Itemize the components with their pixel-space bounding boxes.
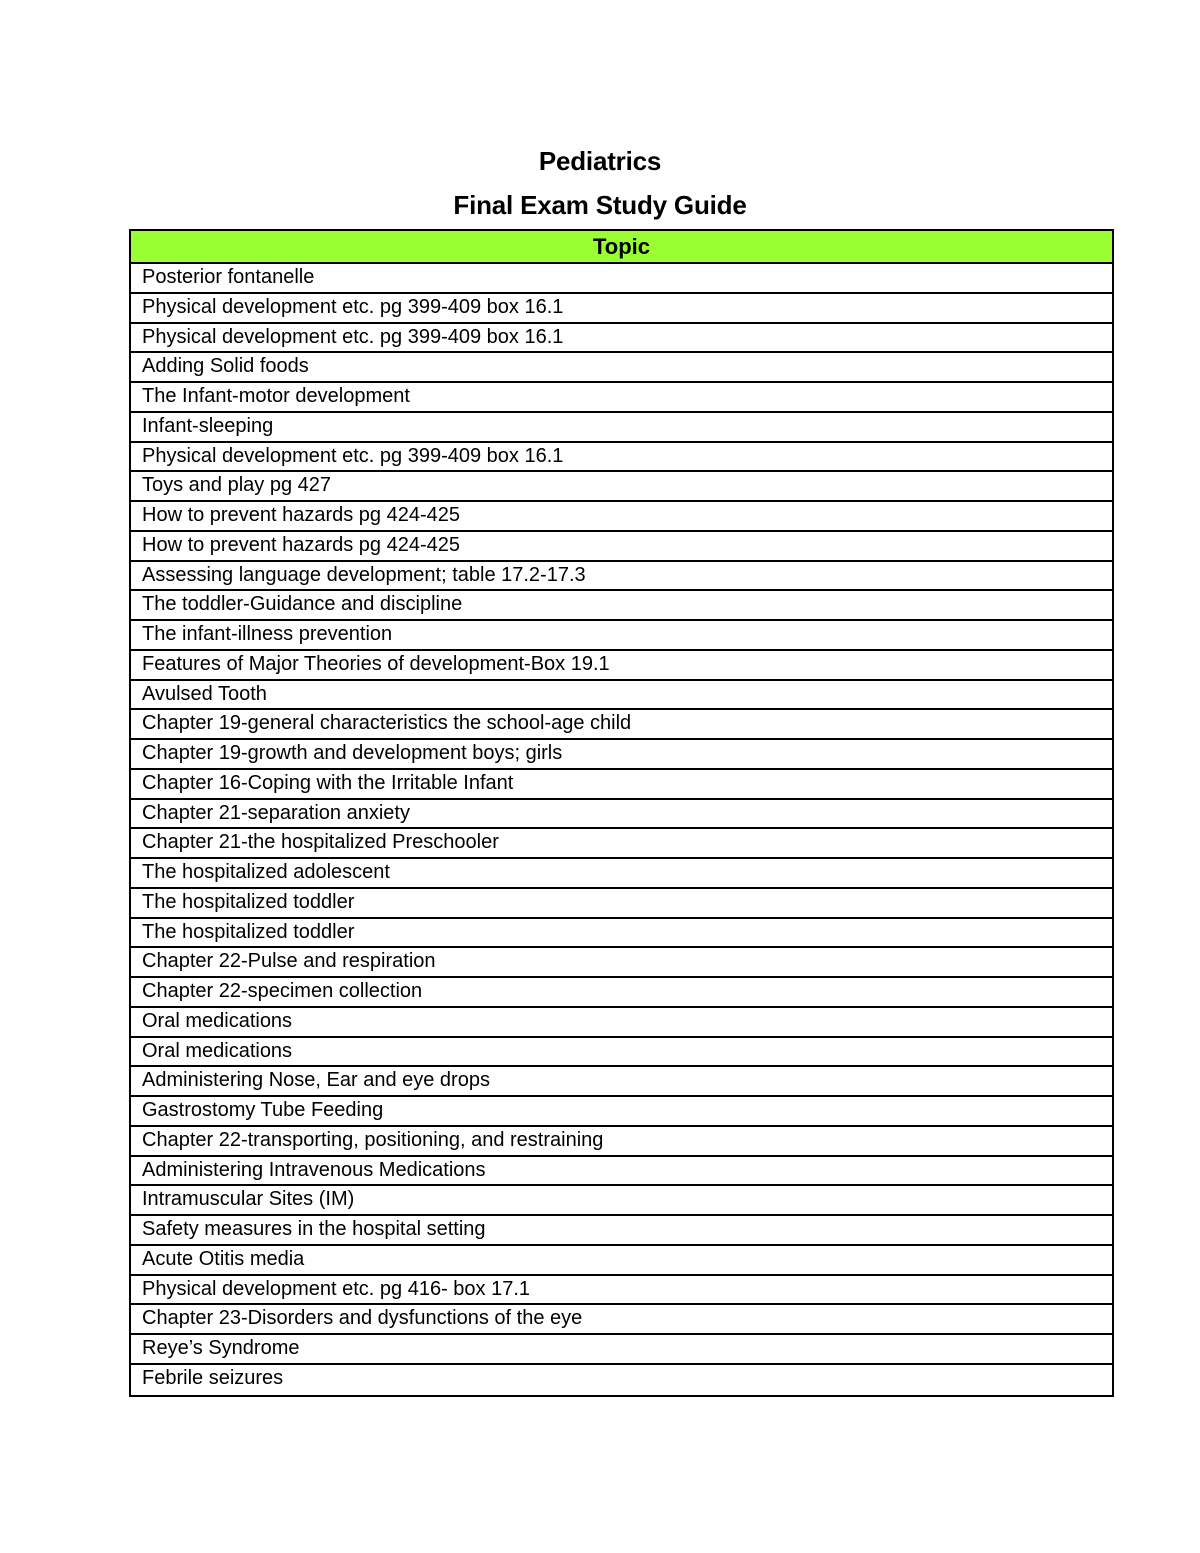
table-row: The toddler-Guidance and discipline [131, 591, 1112, 621]
table-row: Intramuscular Sites (IM) [131, 1186, 1112, 1216]
table-row: Chapter 21-separation anxiety [131, 800, 1112, 830]
table-row: Chapter 19-growth and development boys; girls [131, 740, 1112, 770]
table-row: How to prevent hazards pg 424-425 [131, 532, 1112, 562]
table-row: Chapter 23-Disorders and dysfunctions of the eye [131, 1305, 1112, 1335]
table-row: Chapter 22-specimen collection [131, 978, 1112, 1008]
table-row: The hospitalized adolescent [131, 859, 1112, 889]
table-row: The hospitalized toddler [131, 919, 1112, 949]
table-row: Avulsed Tooth [131, 681, 1112, 711]
table-row: Febrile seizures [142, 1366, 284, 1389]
table-row: Assessing language development; table 17.2-17.3 [131, 562, 1112, 592]
table-row: Chapter 22-Pulse and respiration [131, 948, 1112, 978]
table-row: The Infant-motor development [131, 383, 1112, 413]
table-row: The infant-illness prevention [131, 621, 1112, 651]
table-row: Administering Nose, Ear and eye drops [131, 1067, 1112, 1097]
table-body [131, 264, 1112, 1395]
table-row: Reye’s Syndrome [131, 1335, 1112, 1365]
table-row: The hospitalized toddler [131, 889, 1112, 919]
topics-table [129, 229, 1114, 1397]
table-row: Oral medications [131, 1008, 1112, 1038]
table-row: Toys and play pg 427 [131, 472, 1112, 502]
document-title: Pediatrics [538, 146, 662, 176]
table-header-topic: Topic [131, 231, 1112, 264]
table-row: How to prevent hazards pg 424-425 [131, 502, 1112, 532]
table-row: Adding Solid foods [131, 353, 1112, 383]
table-row: Physical development etc. pg 399-409 box 16.1 [131, 324, 1112, 354]
table-row: Physical development etc. pg 399-409 box 16.1 [131, 294, 1112, 324]
table-row: Safety measures in the hospital setting [131, 1216, 1112, 1246]
table-row: Physical development etc. pg 416- box 17.1 [131, 1276, 1112, 1306]
table-row: Chapter 21-the hospitalized Preschooler [131, 829, 1112, 859]
table-row: Physical development etc. pg 399-409 box 16.1 [131, 443, 1112, 473]
table-row: Infant-sleeping [131, 413, 1112, 443]
table-row: Oral medications [131, 1038, 1112, 1068]
table-row: Chapter 19-general characteristics the school-age child [131, 710, 1112, 740]
table-row: Gastrostomy Tube Feeding [131, 1097, 1112, 1127]
table-row: Acute Otitis media [131, 1246, 1112, 1276]
table-row: Chapter 16-Coping with the Irritable Infant [131, 770, 1112, 800]
table-row: Posterior fontanelle [131, 264, 1112, 294]
table-row: Chapter 22-transporting, positioning, and restraining [131, 1127, 1112, 1157]
table-row: Administering Intravenous Medications [131, 1157, 1112, 1187]
document-subtitle: Final Exam Study Guide [453, 190, 747, 220]
table-row: Features of Major Theories of development-Box 19.1 [131, 651, 1112, 681]
